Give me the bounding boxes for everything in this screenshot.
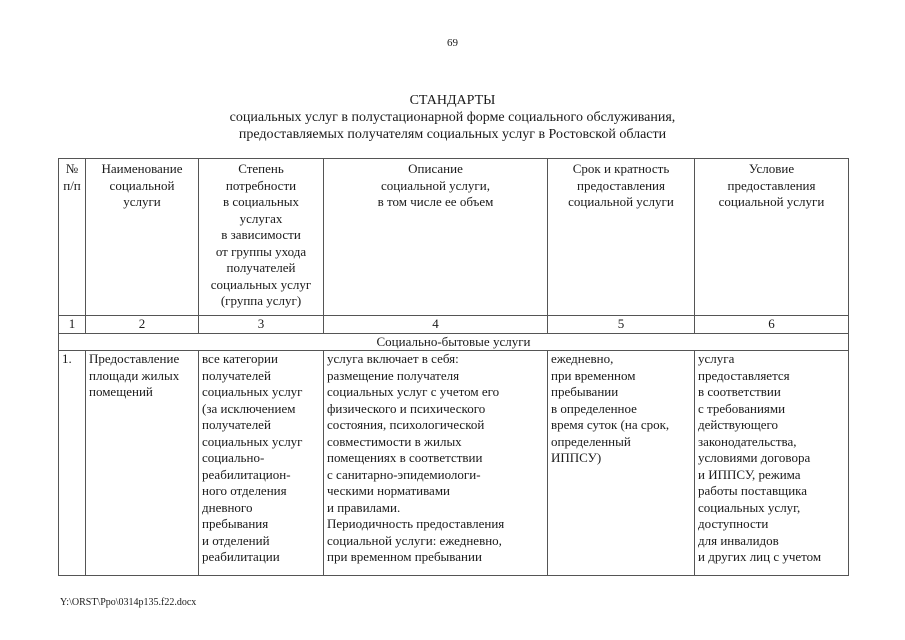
cell-line: определенный xyxy=(551,433,631,449)
cell-line: работы поставщика xyxy=(698,483,808,498)
cell-line: площади жилых xyxy=(89,367,180,383)
cell-line: Периодичность предоставления xyxy=(327,516,505,531)
cell-line: при временном xyxy=(551,367,636,383)
header-cell-name xyxy=(86,159,199,316)
file-path-footer: Y:\ORST\Ppo\0314p135.f22.docx xyxy=(60,597,197,608)
cell-line: размещение получателя xyxy=(327,367,460,383)
header-line: Условие xyxy=(748,161,795,176)
header-line: Степень xyxy=(238,161,284,176)
column-number: 4 xyxy=(324,316,548,334)
header-line: Описание xyxy=(408,161,463,176)
cell-line: доступности xyxy=(698,516,769,531)
header-cell-description xyxy=(324,159,548,316)
header-line: предоставления xyxy=(577,177,665,193)
header-line: предоставления xyxy=(727,177,816,193)
header-cell-condition xyxy=(695,159,849,316)
cell-line: услуга xyxy=(698,351,735,366)
cell-line: и отделений xyxy=(202,532,270,548)
header-line: в том числе ее объем xyxy=(377,194,494,209)
row-name-cell xyxy=(86,351,199,576)
cell-line: пребывания xyxy=(202,516,269,531)
cell-line: ческими нормативами xyxy=(327,483,450,498)
section-row xyxy=(59,333,849,351)
row-condition-cell xyxy=(695,351,849,576)
header-cell-term xyxy=(548,159,695,316)
row-number: 1. xyxy=(59,351,86,576)
header-line: социальных услуг xyxy=(210,276,312,292)
header-cell-degree xyxy=(199,159,324,316)
header-cell-number xyxy=(59,159,86,316)
cell-line: в соответствии xyxy=(698,384,781,399)
cell-line: все категории xyxy=(202,351,278,366)
title-line: социальных услуг в полустационарной форме социального обслуживания, xyxy=(229,110,676,125)
title-heading: СТАНДАРТЫ xyxy=(409,93,496,108)
cell-line: получателей xyxy=(202,367,271,383)
cell-line: социально- xyxy=(202,450,265,465)
header-line: услугах xyxy=(239,210,283,226)
cell-line: Предоставление xyxy=(89,351,180,366)
cell-line: законодательства, xyxy=(698,433,797,449)
cell-line: социальной услуги: ежедневно, xyxy=(327,532,502,548)
row-degree-cell xyxy=(199,351,324,576)
cell-line: в определенное xyxy=(551,400,637,416)
cell-line: физического и психического xyxy=(327,400,486,416)
header-line: в социальных xyxy=(222,194,300,209)
cell-line: дневного xyxy=(202,499,253,515)
column-number: 6 xyxy=(695,316,849,334)
table-header-row xyxy=(59,159,849,316)
cell-line: действующего xyxy=(698,417,778,432)
header-line: п/п xyxy=(63,177,81,193)
standards-table xyxy=(58,158,849,576)
cell-line: с санитарно-эпидемиологи- xyxy=(327,466,481,482)
row-term-cell xyxy=(548,351,695,576)
cell-line: условиями договора xyxy=(698,450,811,465)
row-description-cell xyxy=(324,351,548,576)
cell-line: совместимости в жилых xyxy=(327,433,462,449)
header-line: социальной xyxy=(109,177,175,193)
header-line: Наименование xyxy=(101,161,183,176)
column-numbers-row xyxy=(59,316,849,334)
cell-line: с требованиями xyxy=(698,400,786,416)
cell-line: помещениях в соответствии xyxy=(327,450,483,465)
cell-line: предоставляется xyxy=(698,367,790,383)
cell-line: и ИППСУ, режима xyxy=(698,466,801,482)
cell-line: пребывании xyxy=(551,384,619,399)
cell-line: помещений xyxy=(89,384,153,399)
header-line: социальной услуги xyxy=(568,194,674,209)
header-line: услуги xyxy=(123,194,161,209)
section-title: Социально-бытовые услуги xyxy=(59,333,849,351)
column-number: 3 xyxy=(199,316,324,334)
column-number: 1 xyxy=(59,316,86,334)
cell-line: состояния, психологической xyxy=(327,417,485,432)
cell-line: при временном пребывании xyxy=(327,549,482,564)
cell-line: социальных услуг, xyxy=(698,499,801,515)
cell-line: социальных услуг с учетом его xyxy=(327,384,500,399)
title-line: предоставляемых получателям социальных услуг в Ростовской области xyxy=(238,127,667,142)
header-line: в зависимости xyxy=(221,227,301,242)
table-row xyxy=(59,351,849,576)
cell-line: время суток (на срок, xyxy=(551,417,670,432)
header-line: потребности xyxy=(225,177,297,193)
cell-line: реабилитацион- xyxy=(202,466,291,482)
header-line: от группы ухода xyxy=(215,243,307,259)
cell-line: реабилитации xyxy=(202,549,280,564)
cell-line: для инвалидов xyxy=(698,532,779,548)
header-line: (группа услуг) xyxy=(220,293,302,308)
cell-line: и правилами. xyxy=(327,499,401,515)
header-line: социальной услуги xyxy=(718,194,825,209)
cell-line: ИППСУ) xyxy=(551,450,602,465)
cell-line: социальных услуг xyxy=(202,433,303,449)
cell-line: услуга включает в себя: xyxy=(327,351,459,366)
column-number: 2 xyxy=(86,316,199,334)
cell-line: (за исключением xyxy=(202,400,296,416)
cell-line: и других лиц с учетом xyxy=(698,549,822,564)
cell-line: получателей xyxy=(202,417,271,432)
page-number: 69 xyxy=(447,37,458,49)
cell-line: ного отделения xyxy=(202,483,287,498)
header-line: № xyxy=(65,161,79,176)
cell-line: ежедневно, xyxy=(551,351,614,366)
document-title xyxy=(0,92,905,143)
header-line: Срок и кратность xyxy=(572,161,670,176)
header-line: получателей xyxy=(226,260,296,275)
column-number: 5 xyxy=(548,316,695,334)
header-line: социальной услуги, xyxy=(381,177,490,193)
cell-line: социальных услуг xyxy=(202,384,303,399)
